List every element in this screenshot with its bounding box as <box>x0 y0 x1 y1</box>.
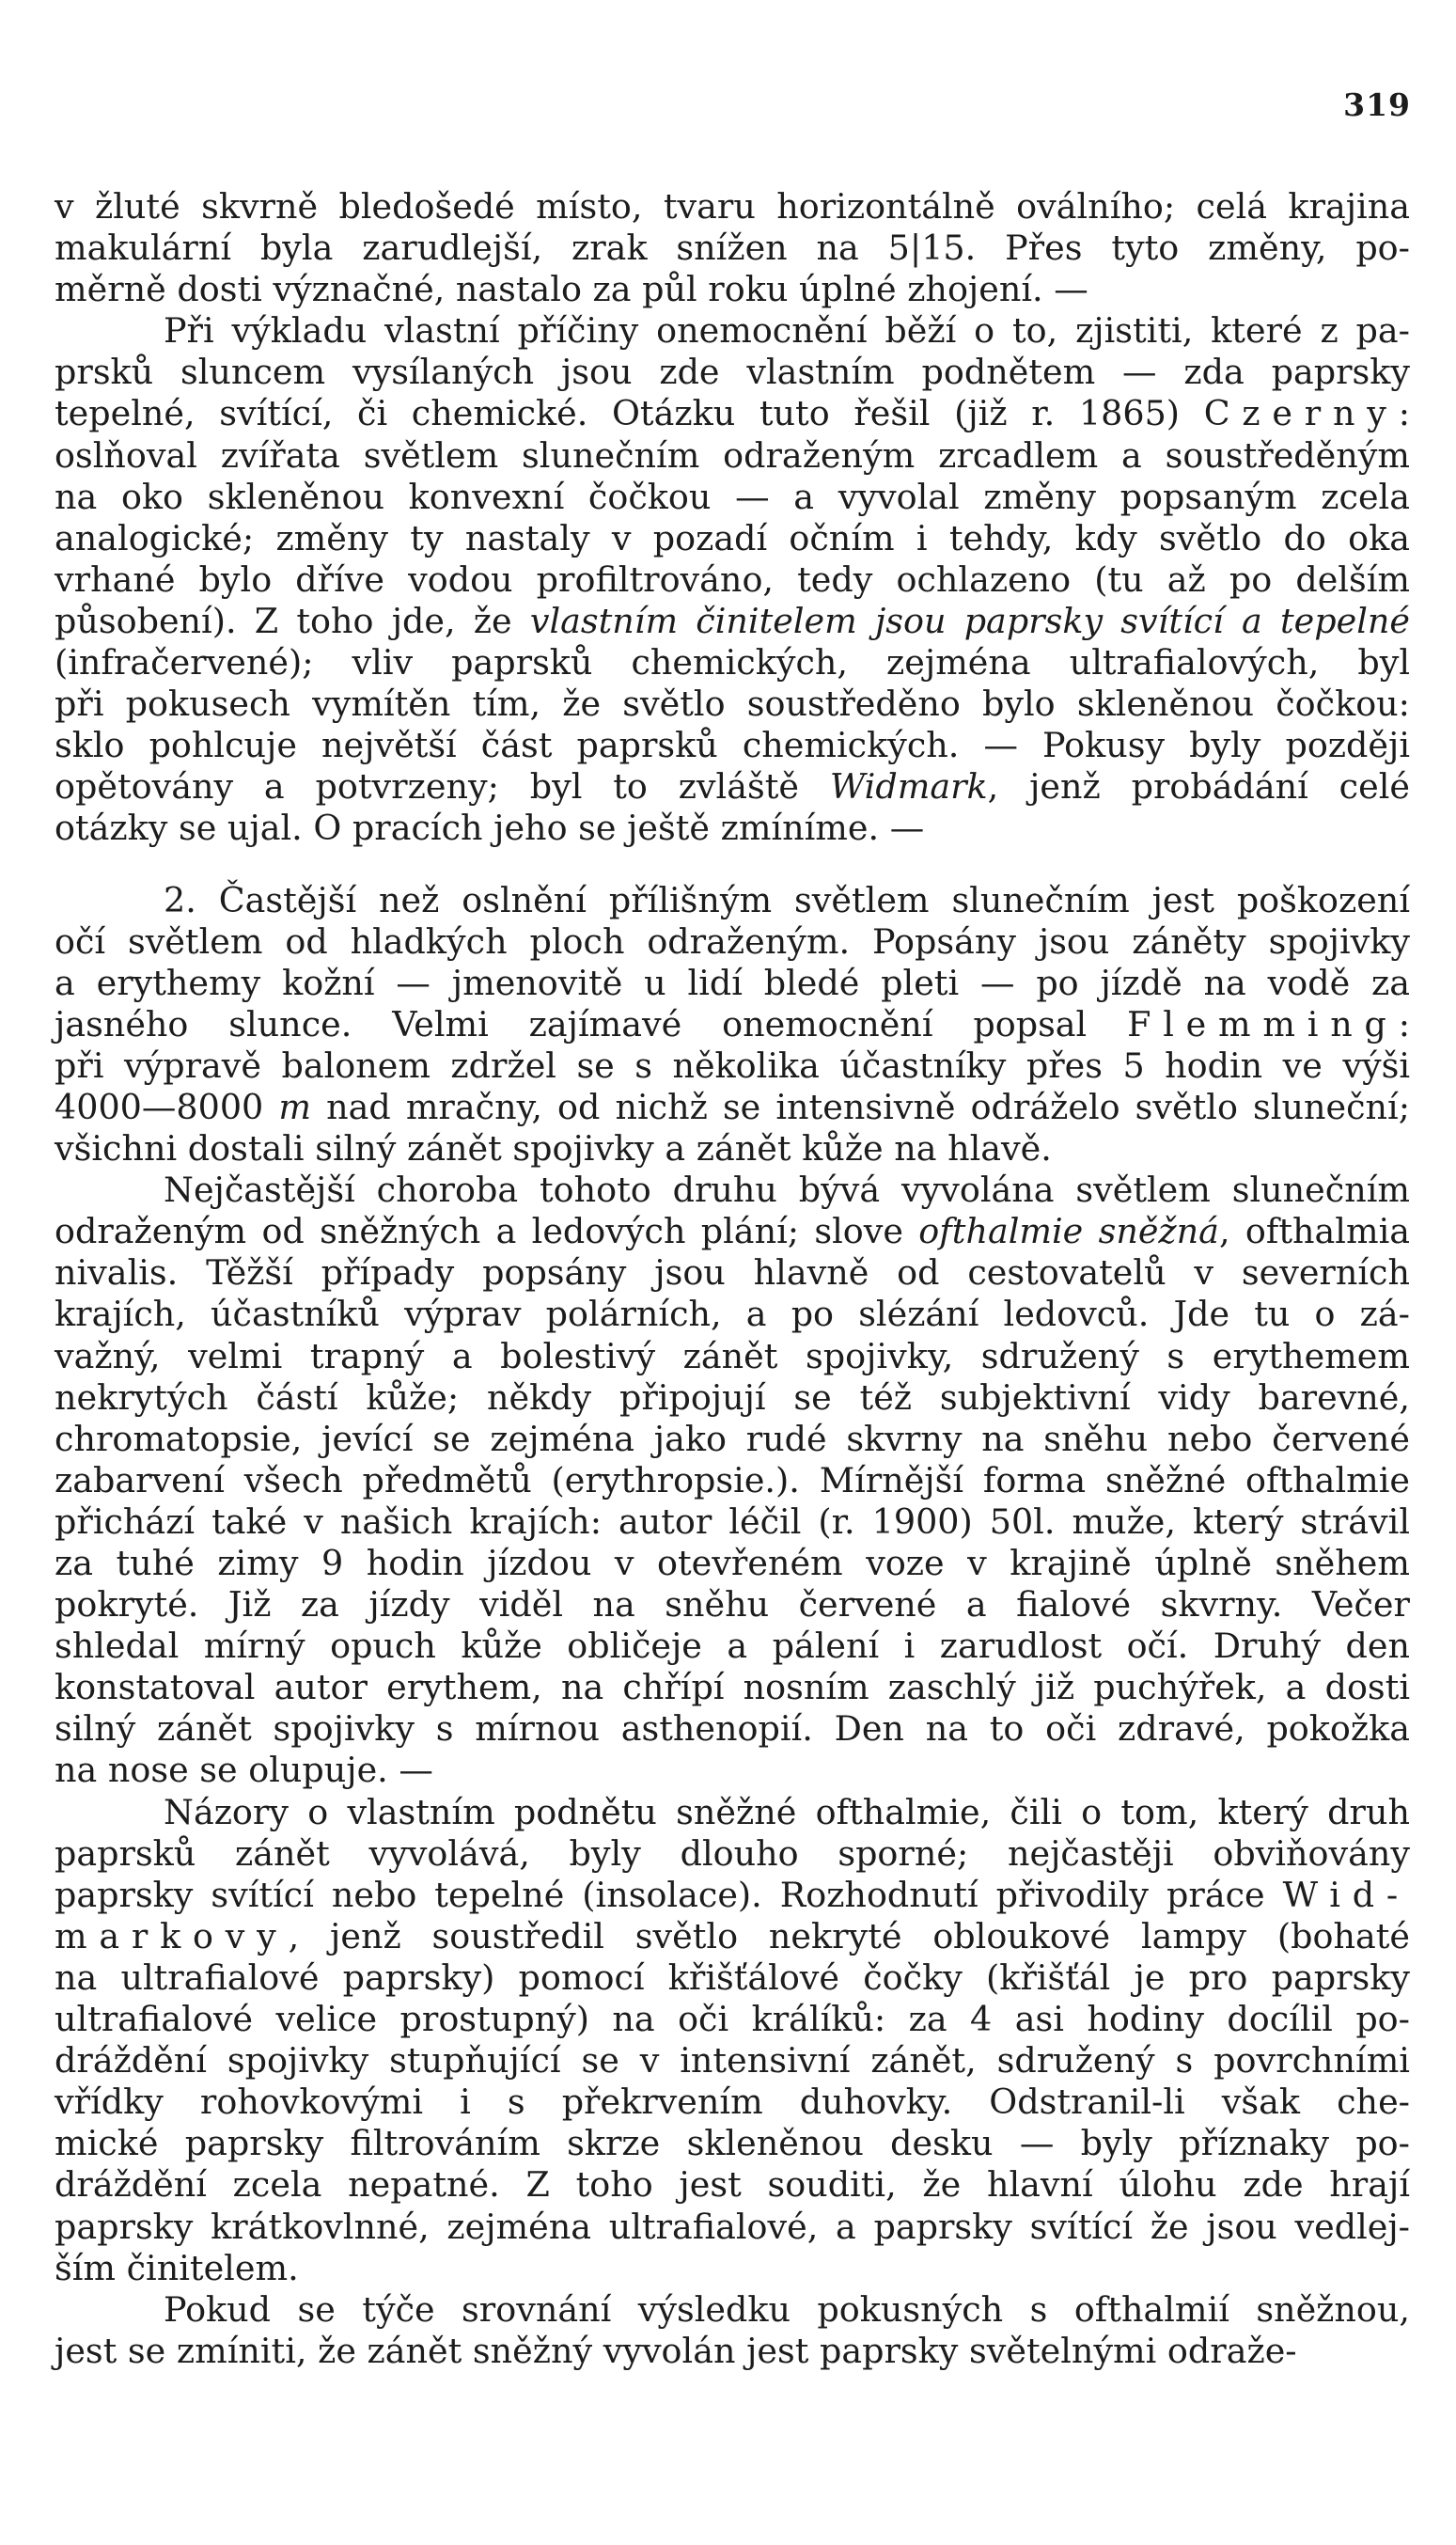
spaced-name: Flemming <box>1127 1003 1399 1045</box>
italic-text: Widmark <box>829 766 988 808</box>
text-line <box>55 1128 1410 1170</box>
text-line <box>55 1957 1410 1999</box>
text-run: ultrafialové velice prostupný) na oči králíků: za 4 asi hodiny docílil po- <box>55 1999 1410 2040</box>
text-line <box>55 2207 1410 2248</box>
text-run: paprsky krátkovlnné, zejména ultrafialové, a paprsky svítící že jsou vedlej- <box>55 2206 1410 2247</box>
text-run: makulární byla zarudlejší, zrak snížen na 5|15. Přes tyto změny, po- <box>55 228 1410 269</box>
text-line <box>55 1377 1410 1419</box>
text-line <box>55 683 1410 725</box>
text-line <box>55 601 1410 642</box>
paragraph <box>55 1170 1410 1791</box>
paragraph <box>55 310 1410 849</box>
text-run: a erythemy kožní — jmenovitě u lidí bledé pleti — po jízdě na vodě za <box>55 962 1410 1003</box>
italic-text: m <box>278 1086 311 1127</box>
text-line <box>55 880 1410 921</box>
text-line <box>55 642 1410 683</box>
text-line <box>55 2123 1410 2164</box>
text-run: 4000—8000 <box>55 1086 279 1127</box>
text-run: při pokusech vymítěn tím, že světlo soustředěno bylo skleněnou čočkou: <box>55 683 1410 725</box>
text-run: v žluté skvrně bledošedé místo, tvaru horizontálně oválního; celá krajina <box>55 186 1410 227</box>
text-run: za tuhé zimy 9 hodin jízdou v otevřeném voze v krajině úplně sněhem <box>55 1543 1410 1583</box>
italic-text: ofthalmie sněžná <box>918 1211 1219 1252</box>
text-line <box>55 1833 1410 1875</box>
text-line <box>55 352 1410 393</box>
text-line <box>55 477 1410 518</box>
page-number: 319 <box>1343 86 1411 123</box>
text-run: silný zánět spojivky s mírnou asthenopií. Den na to oči zdravé, pokožka <box>55 1708 1410 1750</box>
text-run: nad mračny, od nichž se intensivně odráželo světlo sluneční; <box>311 1086 1410 1127</box>
text-run: dráždění spojivky stupňující se v intensivní zánět, sdružený s povrchními <box>55 2040 1410 2082</box>
text-run: konstatoval autor erythem, na chřípí nosním zaschlý již puchýřek, a dosti <box>55 1667 1410 1708</box>
text-run: Pokud se týče srovnání výsledku pokusných s ofthalmií sněžnou, <box>164 2288 1410 2330</box>
text-line <box>55 1252 1410 1294</box>
text-run: při výpravě balonem zdržel se s několika účastníky přes 5 hodin ve výši <box>55 1045 1410 1086</box>
text-run: tepelné, svítící, či chemické. Otázku tuto řešil (již r. 1865) <box>55 393 1204 434</box>
text-run: na oko skleněnou konvexní čočkou — a vyvolal změny popsaným zcela <box>55 476 1410 517</box>
text-run: Názory o vlastním podnětu sněžné ofthalmie, čili o tom, který druh <box>164 1791 1410 1832</box>
text-run: všichni dostali silný zánět spojivky a zánět kůže na hlavě. <box>55 1128 1052 1170</box>
spaced-name: Wid- <box>1282 1874 1410 1915</box>
text-line <box>55 808 1410 849</box>
text-line <box>55 1336 1410 1377</box>
text-line <box>55 1045 1410 1087</box>
text-line <box>55 1004 1410 1045</box>
text-line <box>55 2248 1410 2289</box>
text-run: , jenž probádání celé <box>987 766 1410 808</box>
paragraph <box>55 2289 1410 2372</box>
text-line <box>55 1170 1410 1211</box>
text-line <box>55 963 1410 1004</box>
text-line <box>55 1543 1410 1584</box>
text-line <box>55 1501 1410 1543</box>
spaced-name: markovy <box>55 1915 289 1956</box>
text-run: jasného slunce. Velmi zajímavé onemocnění popsal <box>55 1003 1128 1045</box>
text-run: na nose se olupuje. — <box>55 1750 433 1791</box>
text-run: očí světlem od hladkých ploch odraženým. Popsány jsou záněty spojivky <box>55 920 1410 962</box>
text-run: nivalis. Těžší případy popsány jsou hlavně od cestovatelů v severních <box>55 1252 1410 1294</box>
text-line <box>55 2040 1410 2082</box>
text-run: působení). Z toho jde, že <box>55 600 530 641</box>
text-run: opětovány a potvrzeny; byl to zvláště <box>55 766 830 808</box>
paragraph <box>55 186 1410 310</box>
text-run: prsků sluncem vysílaných jsou zde vlastním podnětem — zda paprsky <box>55 352 1410 393</box>
text-line <box>55 186 1410 228</box>
text-run: dráždění zcela nepatné. Z toho jest souditi, že hlavní úlohu zde hrají <box>55 2164 1410 2206</box>
text-run: oslňoval zvířata světlem slunečním odraženým zrcadlem a soustředěným <box>55 434 1410 476</box>
text-line <box>55 1584 1410 1626</box>
text-run: otázky se ujal. O pracích jeho se ještě zmíníme. — <box>55 808 925 849</box>
text-line <box>55 725 1410 766</box>
text-line <box>55 766 1410 808</box>
text-line <box>55 921 1410 963</box>
text-line <box>55 1419 1410 1460</box>
text-run: chromatopsie, jevící se zejména jako rudé skvrny na sněhu nebo červené <box>55 1418 1410 1459</box>
text-run: (infračervené); vliv paprsků chemických, zejména ultrafialových, byl <box>55 642 1410 683</box>
text-line <box>55 310 1410 352</box>
text-line <box>55 559 1410 601</box>
text-line <box>55 518 1410 559</box>
text-run: Nejčastější choroba tohoto druhu bývá vyvolána světlem slunečním <box>164 1170 1410 1211</box>
text-run: 2. Častější než oslnění přílišným světlem slunečním jest poškození <box>164 879 1410 920</box>
text-run: ším činitelem. <box>55 2247 299 2288</box>
text-run: mické paprsky filtrováním skrze skleněnou desku — byly příznaky po- <box>55 2123 1410 2164</box>
paragraph <box>55 1792 1410 2289</box>
text-run: jest se zmíniti, že zánět sněžný vyvolán jest paprsky světelnými odraže- <box>55 2330 1297 2371</box>
text-line <box>55 1750 1410 1791</box>
text-run: Při výkladu vlastní příčiny onemocnění běží o to, zjistiti, které z pa- <box>164 310 1410 352</box>
text-line <box>55 2289 1410 2331</box>
text-run: paprsků zánět vyvolává, byly dlouho sporné; nejčastěji obviňovány <box>55 1832 1410 1874</box>
text-run: vrhané bylo dříve vodou profiltrováno, tedy ochlazeno (tu až po delším <box>55 558 1410 600</box>
text-line <box>55 2331 1410 2372</box>
text-line <box>55 2082 1410 2123</box>
text-run: odraženým od sněžných a ledových plání; slove <box>55 1211 919 1252</box>
text-run: sklo pohlcuje největší část paprsků chemických. — Pokusy byly později <box>55 725 1410 766</box>
text-run: , jenž soustředil světlo nekryté obloukové lampy (bohaté <box>288 1915 1410 1956</box>
text-line <box>55 1708 1410 1750</box>
text-line <box>55 393 1410 434</box>
text-run: paprsky svítící nebo tepelné (insolace). Rozhodnutí přivodily práce <box>55 1874 1283 1915</box>
text-line <box>55 1792 1410 1833</box>
body-text <box>55 186 1410 2372</box>
text-line <box>55 1667 1410 1708</box>
text-run: analogické; změny ty nastaly v pozadí očním i tehdy, kdy světlo do oka <box>55 517 1410 558</box>
text-run: přichází také v našich krajích: autor léčil (r. 1900) 50l. muže, který strávil <box>55 1500 1410 1542</box>
text-line <box>55 435 1410 477</box>
text-run: pokryté. Již za jízdy viděl na sněhu červené a fialové skvrny. Večer <box>55 1584 1410 1626</box>
text-run: shledal mírný opuch kůže obličeje a pálení i zarudlost očí. Druhý den <box>55 1626 1410 1667</box>
text-line <box>55 1916 1410 1957</box>
paragraph <box>55 880 1410 1170</box>
italic-text: vlastním činitelem jsou paprsky svítící a tepelné <box>529 600 1410 641</box>
text-run: měrně dosti význačné, nastalo za půl roku úplné zhojení. — <box>55 269 1088 310</box>
text-run: : <box>1398 393 1410 434</box>
text-run: nekrytých částí kůže; někdy připojují se též subjektivní vidy barevné, <box>55 1376 1410 1418</box>
text-run: : <box>1398 1003 1410 1045</box>
spaced-name: Czerny <box>1203 393 1399 434</box>
text-run: vřídky rohovkovými i s překrvením duhovky. Odstranil-li však che- <box>55 2082 1410 2123</box>
text-run: zabarvení všech předmětů (erythropsie.). Mírnější forma sněžné ofthalmie <box>55 1459 1410 1500</box>
text-line <box>55 269 1410 310</box>
text-run: krajích, účastníků výprav polárních, a po slézání ledovců. Jde tu o zá- <box>55 1294 1410 1335</box>
text-line <box>55 1087 1410 1128</box>
text-line <box>55 1999 1410 2040</box>
text-line <box>55 1294 1410 1335</box>
text-line <box>55 1626 1410 1667</box>
text-line <box>55 1211 1410 1252</box>
text-line <box>55 1875 1410 1916</box>
text-line <box>55 2164 1410 2206</box>
text-line <box>55 1460 1410 1501</box>
text-run: , ofthalmia <box>1218 1211 1410 1252</box>
text-run: važný, velmi trapný a bolestivý zánět spojivky, sdružený s erythemem <box>55 1335 1410 1376</box>
text-line <box>55 228 1410 269</box>
text-run: na ultrafialové paprsky) pomocí křišťálové čočky (křišťál je pro paprsky <box>55 1956 1410 1998</box>
